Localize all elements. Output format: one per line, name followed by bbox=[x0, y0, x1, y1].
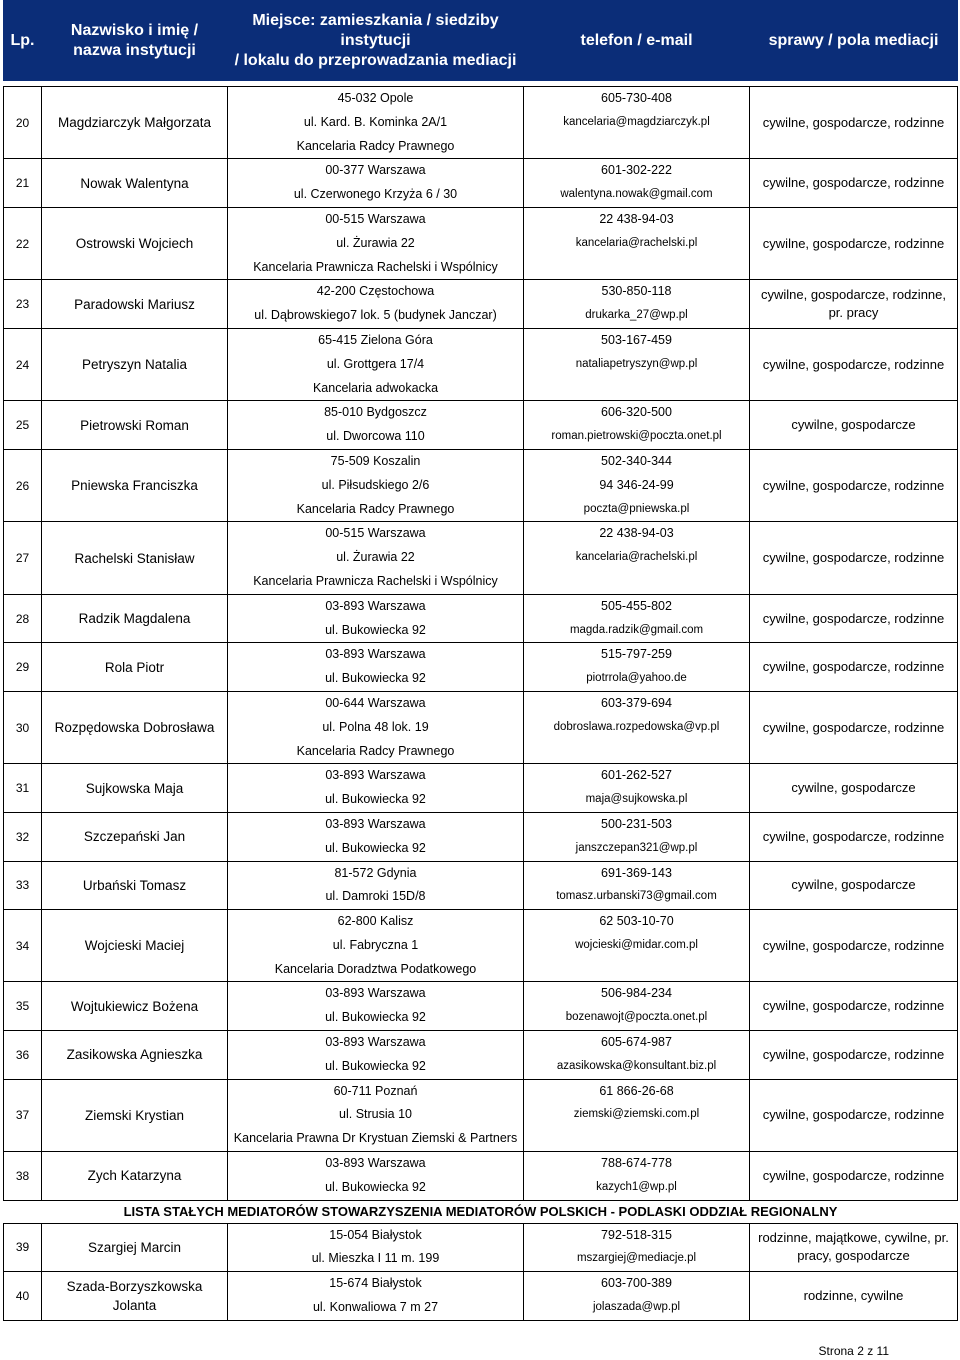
mediator-name: Szada-Borzyszkowska Jolanta bbox=[42, 1272, 228, 1321]
mediator-address bbox=[228, 280, 524, 329]
table-body bbox=[4, 81, 958, 1321]
mediator-address bbox=[228, 522, 524, 594]
contact-line: 603-700-389 bbox=[601, 1276, 672, 1291]
mediator-name: Wojcieski Maciej bbox=[42, 910, 228, 982]
header-address bbox=[228, 1, 524, 81]
mediator-contact bbox=[524, 764, 750, 813]
table-row bbox=[4, 1223, 958, 1272]
address-line: 00-515 Warszawa bbox=[325, 526, 426, 541]
header-lp: Lp. bbox=[4, 1, 42, 81]
mediator-contact bbox=[524, 401, 750, 450]
address-line: Kancelaria Prawnicza Rachelski i Wspólnicy bbox=[253, 573, 498, 588]
table-row bbox=[4, 449, 958, 521]
address-line: 03-893 Warszawa bbox=[325, 1035, 426, 1050]
email-link[interactable]: nataliapetryszyn@wp.pl bbox=[575, 357, 698, 370]
contact-line: 601-262-527 bbox=[601, 768, 672, 783]
mediator-name: Sujkowska Maja bbox=[42, 764, 228, 813]
row-number: 22 bbox=[4, 207, 42, 279]
address-line: Kancelaria Radcy Prawnego bbox=[296, 743, 455, 758]
mediation-fields: cywilne, gospodarcze, rodzinne bbox=[750, 1079, 958, 1151]
address-line: 81-572 Gdynia bbox=[334, 865, 417, 880]
header-name: Nazwisko i imię / nazwa instytucji bbox=[42, 1, 228, 81]
address-line: 00-644 Warszawa bbox=[325, 695, 426, 710]
address-line: 03-893 Warszawa bbox=[325, 768, 426, 783]
mediator-contact bbox=[524, 449, 750, 521]
mediator-name: Pniewska Franciszka bbox=[42, 449, 228, 521]
row-number: 24 bbox=[4, 328, 42, 400]
address-line: 00-377 Warszawa bbox=[325, 163, 426, 178]
mediator-address bbox=[228, 812, 524, 861]
contact-line bbox=[527, 740, 746, 764]
page-footer: Strona 2 z 11 bbox=[818, 1344, 889, 1358]
address-line: 03-893 Warszawa bbox=[325, 816, 426, 831]
mediator-name: Rola Piotr bbox=[42, 643, 228, 692]
mediation-fields: cywilne, gospodarcze bbox=[750, 764, 958, 813]
mediator-name: Petryszyn Natalia bbox=[42, 328, 228, 400]
contact-line: 62 503-10-70 bbox=[599, 914, 674, 929]
mediator-address bbox=[228, 1031, 524, 1080]
table-row bbox=[4, 522, 958, 594]
mediator-contact bbox=[524, 328, 750, 400]
mediator-contact bbox=[524, 280, 750, 329]
table-row bbox=[4, 1152, 958, 1201]
email-link[interactable]: ziemski@ziemski.com.pl bbox=[573, 1108, 700, 1121]
mediator-name: Szargiej Marcin bbox=[42, 1223, 228, 1272]
mediator-contact bbox=[524, 159, 750, 208]
address-line: 42-200 Częstochowa bbox=[316, 284, 435, 299]
mediator-address bbox=[228, 328, 524, 400]
mediation-fields: cywilne, gospodarcze bbox=[750, 401, 958, 450]
address-line: Kancelaria adwokacka bbox=[312, 380, 439, 395]
row-number: 20 bbox=[4, 87, 42, 159]
mediation-fields: cywilne, gospodarcze, rodzinne bbox=[750, 87, 958, 159]
contact-line: 500-231-503 bbox=[601, 816, 672, 831]
mediation-fields: cywilne, gospodarcze, rodzinne bbox=[750, 594, 958, 643]
address-line: ul. Bukowiecka 92 bbox=[325, 1010, 426, 1025]
row-number: 34 bbox=[4, 910, 42, 982]
row-number: 30 bbox=[4, 691, 42, 763]
mediator-address bbox=[228, 594, 524, 643]
email-link[interactable]: kancelaria@magdziarczyk.pl bbox=[563, 115, 710, 128]
table-row bbox=[4, 594, 958, 643]
section-banner: LISTA STAŁYCH MEDIATORÓW STOWARZYSZENIA MEDIATORÓW POLSKICH - PODLASKI ODDZIAŁ REGIONALNY bbox=[4, 1200, 958, 1223]
mediator-address bbox=[228, 159, 524, 208]
address-line: 03-893 Warszawa bbox=[325, 647, 426, 662]
mediator-contact bbox=[524, 861, 750, 910]
mediator-contact bbox=[524, 910, 750, 982]
email-link[interactable]: dobroslawa.rozpedowska@vp.pl bbox=[553, 720, 720, 733]
email-link[interactable]: azasikowska@konsultant.biz.pl bbox=[556, 1059, 717, 1072]
email-link[interactable]: roman.pietrowski@poczta.onet.pl bbox=[551, 430, 722, 443]
mediator-name: Nowak Walentyna bbox=[42, 159, 228, 208]
table-row bbox=[4, 1079, 958, 1151]
table-row bbox=[4, 328, 958, 400]
table-row bbox=[4, 87, 958, 159]
row-number: 25 bbox=[4, 401, 42, 450]
address-line: ul. Bukowiecka 92 bbox=[325, 792, 426, 807]
row-number: 35 bbox=[4, 982, 42, 1031]
address-line: ul. Piłsudskiego 2/6 bbox=[321, 477, 430, 492]
email-link[interactable]: kancelaria@rachelski.pl bbox=[575, 236, 698, 249]
row-number: 31 bbox=[4, 764, 42, 813]
mediator-contact bbox=[524, 1272, 750, 1321]
mediator-address bbox=[228, 207, 524, 279]
address-line: ul. Grottgera 17/4 bbox=[326, 356, 425, 371]
mediation-fields: cywilne, gospodarcze bbox=[750, 861, 958, 910]
mediator-name: Pietrowski Roman bbox=[42, 401, 228, 450]
header-spec: sprawy / pola mediacji bbox=[750, 1, 958, 81]
mediation-fields: cywilne, gospodarcze, rodzinne bbox=[750, 982, 958, 1031]
mediator-address bbox=[228, 691, 524, 763]
mediation-fields: cywilne, gospodarcze, rodzinne bbox=[750, 1031, 958, 1080]
contact-line: 601-302-222 bbox=[601, 163, 672, 178]
contact-line: 515-797-259 bbox=[601, 647, 672, 662]
email-link[interactable]: jolaszada@wp.pl bbox=[592, 1301, 681, 1314]
address-line: 60-711 Poznań bbox=[333, 1083, 418, 1098]
mediator-contact bbox=[524, 1223, 750, 1272]
mediator-address bbox=[228, 1223, 524, 1272]
contact-line bbox=[527, 135, 746, 159]
mediator-address bbox=[228, 87, 524, 159]
mediation-fields: cywilne, gospodarcze, rodzinne bbox=[750, 207, 958, 279]
address-line: ul. Kard. B. Kominka 2A/1 bbox=[303, 114, 448, 129]
mediation-fields: cywilne, gospodarcze, rodzinne bbox=[750, 449, 958, 521]
mediator-name: Ziemski Krystian bbox=[42, 1079, 228, 1151]
row-number: 37 bbox=[4, 1079, 42, 1151]
row-number: 38 bbox=[4, 1152, 42, 1201]
contact-line: 605-730-408 bbox=[601, 91, 672, 105]
row-number: 26 bbox=[4, 449, 42, 521]
address-line: 15-674 Białystok bbox=[329, 1276, 422, 1291]
email-link[interactable]: poczta@pniewska.pl bbox=[583, 502, 690, 515]
header-contact: telefon / e-mail bbox=[524, 1, 750, 81]
address-line: ul. Fabryczna 1 bbox=[332, 937, 419, 952]
table-row bbox=[4, 910, 958, 982]
address-line: ul. Dąbrowskiego7 lok. 5 (budynek Janczar) bbox=[254, 308, 497, 323]
mediation-fields: cywilne, gospodarcze, rodzinne bbox=[750, 159, 958, 208]
mediator-contact bbox=[524, 812, 750, 861]
table-header bbox=[4, 1, 958, 81]
mediation-fields: rodzinne, majątkowe, cywilne, pr. pracy, gospodarcze bbox=[750, 1223, 958, 1272]
mediator-contact bbox=[524, 1079, 750, 1151]
mediator-address bbox=[228, 1152, 524, 1201]
contact-line: 603-379-694 bbox=[601, 695, 672, 710]
address-line: ul. Żurawia 22 bbox=[336, 235, 415, 250]
address-line: 45-032 Opole bbox=[337, 91, 414, 105]
contact-line: 503-167-459 bbox=[601, 332, 672, 347]
mediator-contact bbox=[524, 1031, 750, 1080]
mediator-contact bbox=[524, 982, 750, 1031]
address-line: 65-415 Zielona Góra bbox=[318, 332, 433, 347]
mediators-table bbox=[3, 0, 958, 1321]
contact-line: 792-518-315 bbox=[601, 1227, 672, 1242]
contact-line: 502-340-344 bbox=[601, 453, 672, 468]
table-row bbox=[4, 764, 958, 813]
email-link[interactable]: wojcieski@midar.com.pl bbox=[575, 938, 698, 951]
row-number: 40 bbox=[4, 1272, 42, 1321]
mediator-contact bbox=[524, 1152, 750, 1201]
mediator-name: Wojtukiewicz Bożena bbox=[42, 982, 228, 1031]
row-number: 28 bbox=[4, 594, 42, 643]
mediator-name: Rozpędowska Dobrosława bbox=[42, 691, 228, 763]
mediator-address bbox=[228, 982, 524, 1031]
email-link[interactable]: tomasz.urbanski73@gmail.com bbox=[556, 890, 717, 903]
address-line: 03-893 Warszawa bbox=[325, 1156, 426, 1171]
mediator-name: Urbański Tomasz bbox=[42, 861, 228, 910]
mediation-fields: cywilne, gospodarcze, rodzinne bbox=[750, 1152, 958, 1201]
email-link[interactable]: magda.radzik@gmail.com bbox=[569, 623, 704, 636]
contact-line bbox=[527, 377, 746, 401]
row-number: 23 bbox=[4, 280, 42, 329]
mediator-address bbox=[228, 643, 524, 692]
address-line: 85-010 Bydgoszcz bbox=[324, 405, 427, 420]
address-line: 00-515 Warszawa bbox=[325, 211, 426, 226]
contact-line: 605-674-987 bbox=[601, 1035, 672, 1050]
address-line: ul. Czerwonego Krzyża 6 / 30 bbox=[293, 187, 458, 202]
address-line: ul. Bukowiecka 92 bbox=[325, 622, 426, 637]
section-banner-row bbox=[4, 1200, 958, 1223]
address-line: 03-893 Warszawa bbox=[325, 986, 426, 1001]
contact-line bbox=[527, 256, 746, 280]
mediator-name: Szczepański Jan bbox=[42, 812, 228, 861]
contact-line: 22 438-94-03 bbox=[599, 526, 674, 541]
mediator-contact bbox=[524, 643, 750, 692]
contact-line bbox=[527, 570, 746, 594]
mediation-fields: rodzinne, cywilne bbox=[750, 1272, 958, 1321]
address-line: ul. Bukowiecka 92 bbox=[325, 840, 426, 855]
mediator-name: Zasikowska Agnieszka bbox=[42, 1031, 228, 1080]
address-line: ul. Bukowiecka 92 bbox=[325, 1179, 426, 1194]
contact-line: 691-369-143 bbox=[601, 865, 672, 880]
address-line: ul. Dworcowa 110 bbox=[326, 429, 425, 444]
mediation-fields: cywilne, gospodarcze, rodzinne, pr. pracy bbox=[750, 280, 958, 329]
table-row bbox=[4, 1031, 958, 1080]
mediation-fields: cywilne, gospodarcze, rodzinne bbox=[750, 522, 958, 594]
mediation-fields: cywilne, gospodarcze, rodzinne bbox=[750, 910, 958, 982]
address-line: ul. Żurawia 22 bbox=[336, 550, 415, 565]
email-link[interactable]: kancelaria@rachelski.pl bbox=[575, 551, 698, 564]
row-number: 32 bbox=[4, 812, 42, 861]
mediator-contact bbox=[524, 87, 750, 159]
mediator-address bbox=[228, 861, 524, 910]
contact-line: 530-850-118 bbox=[601, 284, 672, 299]
address-line: Kancelaria Radcy Prawnego bbox=[296, 138, 455, 153]
address-line: 15-054 Białystok bbox=[329, 1227, 422, 1242]
mediator-name: Rachelski Stanisław bbox=[42, 522, 228, 594]
table-row bbox=[4, 982, 958, 1031]
mediator-name: Zych Katarzyna bbox=[42, 1152, 228, 1201]
mediation-fields: cywilne, gospodarcze, rodzinne bbox=[750, 812, 958, 861]
contact-line: 788-674-778 bbox=[601, 1156, 672, 1171]
mediation-fields: cywilne, gospodarcze, rodzinne bbox=[750, 643, 958, 692]
table-row bbox=[4, 1272, 958, 1321]
mediator-name: Magdziarczyk Małgorzata bbox=[42, 87, 228, 159]
mediator-contact bbox=[524, 594, 750, 643]
email-link[interactable]: bozenawojt@poczta.onet.pl bbox=[565, 1011, 708, 1024]
mediator-address bbox=[228, 1272, 524, 1321]
mediation-fields: cywilne, gospodarcze, rodzinne bbox=[750, 328, 958, 400]
address-line: Kancelaria Radcy Prawnego bbox=[296, 501, 455, 516]
mediator-name: Radzik Magdalena bbox=[42, 594, 228, 643]
row-number: 39 bbox=[4, 1223, 42, 1272]
row-number: 33 bbox=[4, 861, 42, 910]
address-line: ul. Bukowiecka 92 bbox=[325, 1058, 426, 1073]
email-link[interactable]: kazych1@wp.pl bbox=[596, 1180, 677, 1193]
mediator-contact bbox=[524, 691, 750, 763]
row-number: 36 bbox=[4, 1031, 42, 1080]
mediator-contact bbox=[524, 522, 750, 594]
address-line: Kancelaria Prawna Dr Krystuan Ziemski & Partners bbox=[233, 1131, 518, 1146]
mediator-address bbox=[228, 910, 524, 982]
contact-line: 94 346-24-99 bbox=[599, 477, 674, 492]
table-row bbox=[4, 643, 958, 692]
row-number: 29 bbox=[4, 643, 42, 692]
mediation-fields: cywilne, gospodarcze, rodzinne bbox=[750, 691, 958, 763]
document-page bbox=[3, 0, 957, 1358]
address-line: 62-800 Kalisz bbox=[337, 914, 414, 929]
table-row bbox=[4, 812, 958, 861]
mediator-name: Ostrowski Wojciech bbox=[42, 207, 228, 279]
email-link[interactable]: maja@sujkowska.pl bbox=[585, 793, 688, 806]
address-line: ul. Bukowiecka 92 bbox=[325, 671, 426, 686]
mediator-address bbox=[228, 1079, 524, 1151]
header-address-line1: Miejsce: zamieszkania / siedziby instytucji bbox=[252, 11, 499, 49]
address-line: 75-509 Koszalin bbox=[330, 453, 421, 468]
email-link[interactable]: walentyna.nowak@gmail.com bbox=[560, 188, 713, 201]
address-line: ul. Strusia 10 bbox=[339, 1107, 412, 1122]
address-line: 03-893 Warszawa bbox=[325, 598, 426, 613]
contact-line: 506-984-234 bbox=[601, 986, 672, 1001]
address-line: ul. Mieszka I 11 m. 199 bbox=[311, 1251, 440, 1266]
table-row bbox=[4, 159, 958, 208]
contact-line: 606-320-500 bbox=[601, 405, 672, 420]
row-number: 27 bbox=[4, 522, 42, 594]
contact-line bbox=[527, 1127, 746, 1151]
mediator-address bbox=[228, 401, 524, 450]
header-address-line2: / lokalu do przeprowadzania mediacji bbox=[234, 51, 517, 69]
contact-line bbox=[527, 958, 746, 982]
mediator-name: Paradowski Mariusz bbox=[42, 280, 228, 329]
mediator-address bbox=[228, 764, 524, 813]
table-row bbox=[4, 207, 958, 279]
address-line: ul. Konwaliowa 7 m 27 bbox=[312, 1300, 439, 1315]
address-line: Kancelaria Doradztwa Podatkowego bbox=[274, 961, 477, 976]
contact-line: 61 866-26-68 bbox=[599, 1083, 674, 1098]
email-link[interactable]: piotrrola@yahoo.de bbox=[586, 672, 687, 685]
mediator-contact bbox=[524, 207, 750, 279]
table-row bbox=[4, 280, 958, 329]
email-link[interactable]: drukarka_27@wp.pl bbox=[585, 309, 688, 322]
email-link[interactable]: mszargiej@mediacje.pl bbox=[576, 1252, 697, 1265]
contact-line: 505-455-802 bbox=[601, 598, 672, 613]
email-link[interactable]: janszczepan321@wp.pl bbox=[575, 841, 698, 854]
contact-line: 22 438-94-03 bbox=[599, 211, 674, 226]
table-row bbox=[4, 861, 958, 910]
address-line: ul. Polna 48 lok. 19 bbox=[322, 719, 429, 734]
mediator-address bbox=[228, 449, 524, 521]
table-row bbox=[4, 401, 958, 450]
address-line: ul. Damroki 15D/8 bbox=[325, 889, 426, 904]
address-line: Kancelaria Prawnicza Rachelski i Wspólnicy bbox=[253, 259, 498, 274]
table-row bbox=[4, 691, 958, 763]
row-number: 21 bbox=[4, 159, 42, 208]
